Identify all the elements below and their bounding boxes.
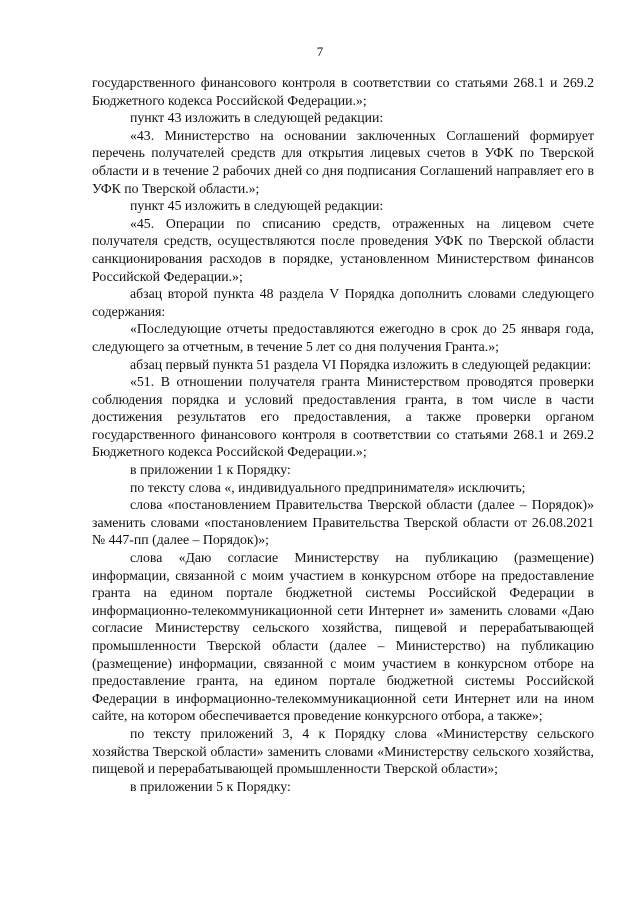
paragraph: «51. В отношении получателя гранта Министерством проводятся проверки соблюдения порядка и условий предоставления гранта, в том числе в части достижения результатов его предоставления, а также проверки органом государственного финансового контроля в соответствии со статьями 268.1 и 269.2 Бюджетного кодекса Российской Федерации.»; bbox=[92, 374, 594, 460]
paragraph: абзац второй пункта 48 раздела V Порядка дополнить словами следующего содержания: bbox=[92, 286, 594, 319]
paragraph: государственного финансового контроля в соответствии со статьями 268.1 и 269.2 Бюджетного кодекса Российской Федерации.»; bbox=[92, 75, 594, 108]
paragraph: «43. Министерство на основании заключенных Соглашений формирует перечень получателей средств для открытия лицевых счетов в УФК по Тверской области и в течение 2 рабочих дней со дня подписания Соглашений направляет его в УФК по Тверской области.»; bbox=[92, 127, 594, 196]
paragraph: в приложении 1 к Порядку: bbox=[130, 462, 291, 478]
paragraph: по тексту слова «, индивидуального предпринимателя» исключить; bbox=[130, 479, 526, 495]
paragraph: абзац первый пункта 51 раздела VI Порядка изложить в следующей редакции: bbox=[130, 356, 592, 372]
paragraph: «Последующие отчеты предоставляются ежегодно в срок до 25 января года, следующего за отчетным, в течение 5 лет со дня получения Гранта.»; bbox=[92, 321, 594, 354]
paragraph: пункт 45 изложить в следующей редакции: bbox=[130, 198, 384, 214]
page-number: 7 bbox=[316, 44, 324, 59]
paragraph: слова «Даю согласие Министерству на публикацию (размещение) информации, связанной с моим участием в конкурсном отборе на предоставление гранта на едином портале бюджетной системы Российской Федерации в информационно-телекоммуникационной сети Интернет и» заменить словами «Даю согласие Министерству сельского хозяйства, пищевой и перерабатывающей промышленности Тверской области (далее – Министерство) на публикацию (размещение) информации, связанной с моим участием в конкурсном отборе на предоставление гранта, на едином портале бюджетной системы Российской Федерации в информационно-телекоммуникационной сети Интернет или на ином сайте, на котором обеспечивается проведение конкурсного отбора, а также»; bbox=[92, 550, 594, 724]
paragraph: пункт 43 изложить в следующей редакции: bbox=[130, 110, 384, 126]
paragraph: в приложении 5 к Порядку: bbox=[130, 778, 291, 794]
paragraph: по тексту приложений 3, 4 к Порядку слова «Министерству сельского хозяйства Тверской области» заменить словами «Министерству сельского хозяйства, пищевой и перерабатывающей промышленности Тверской области»; bbox=[92, 725, 594, 777]
paragraph: «45. Операции по списанию средств, отраженных на лицевом счете получателя средств, осуществляются после проведения УФК по Тверской области санкционирования расходов в порядке, установленном Министерством финансов Российской Федерации.»; bbox=[92, 215, 594, 284]
paragraph: слова «постановлением Правительства Тверской области (далее – Порядок)» заменить словами «постановлением Правительства Тверской области от 26.08.2021 № 447-пп (далее – Порядок)»; bbox=[92, 497, 594, 548]
document-body bbox=[92, 74, 594, 795]
